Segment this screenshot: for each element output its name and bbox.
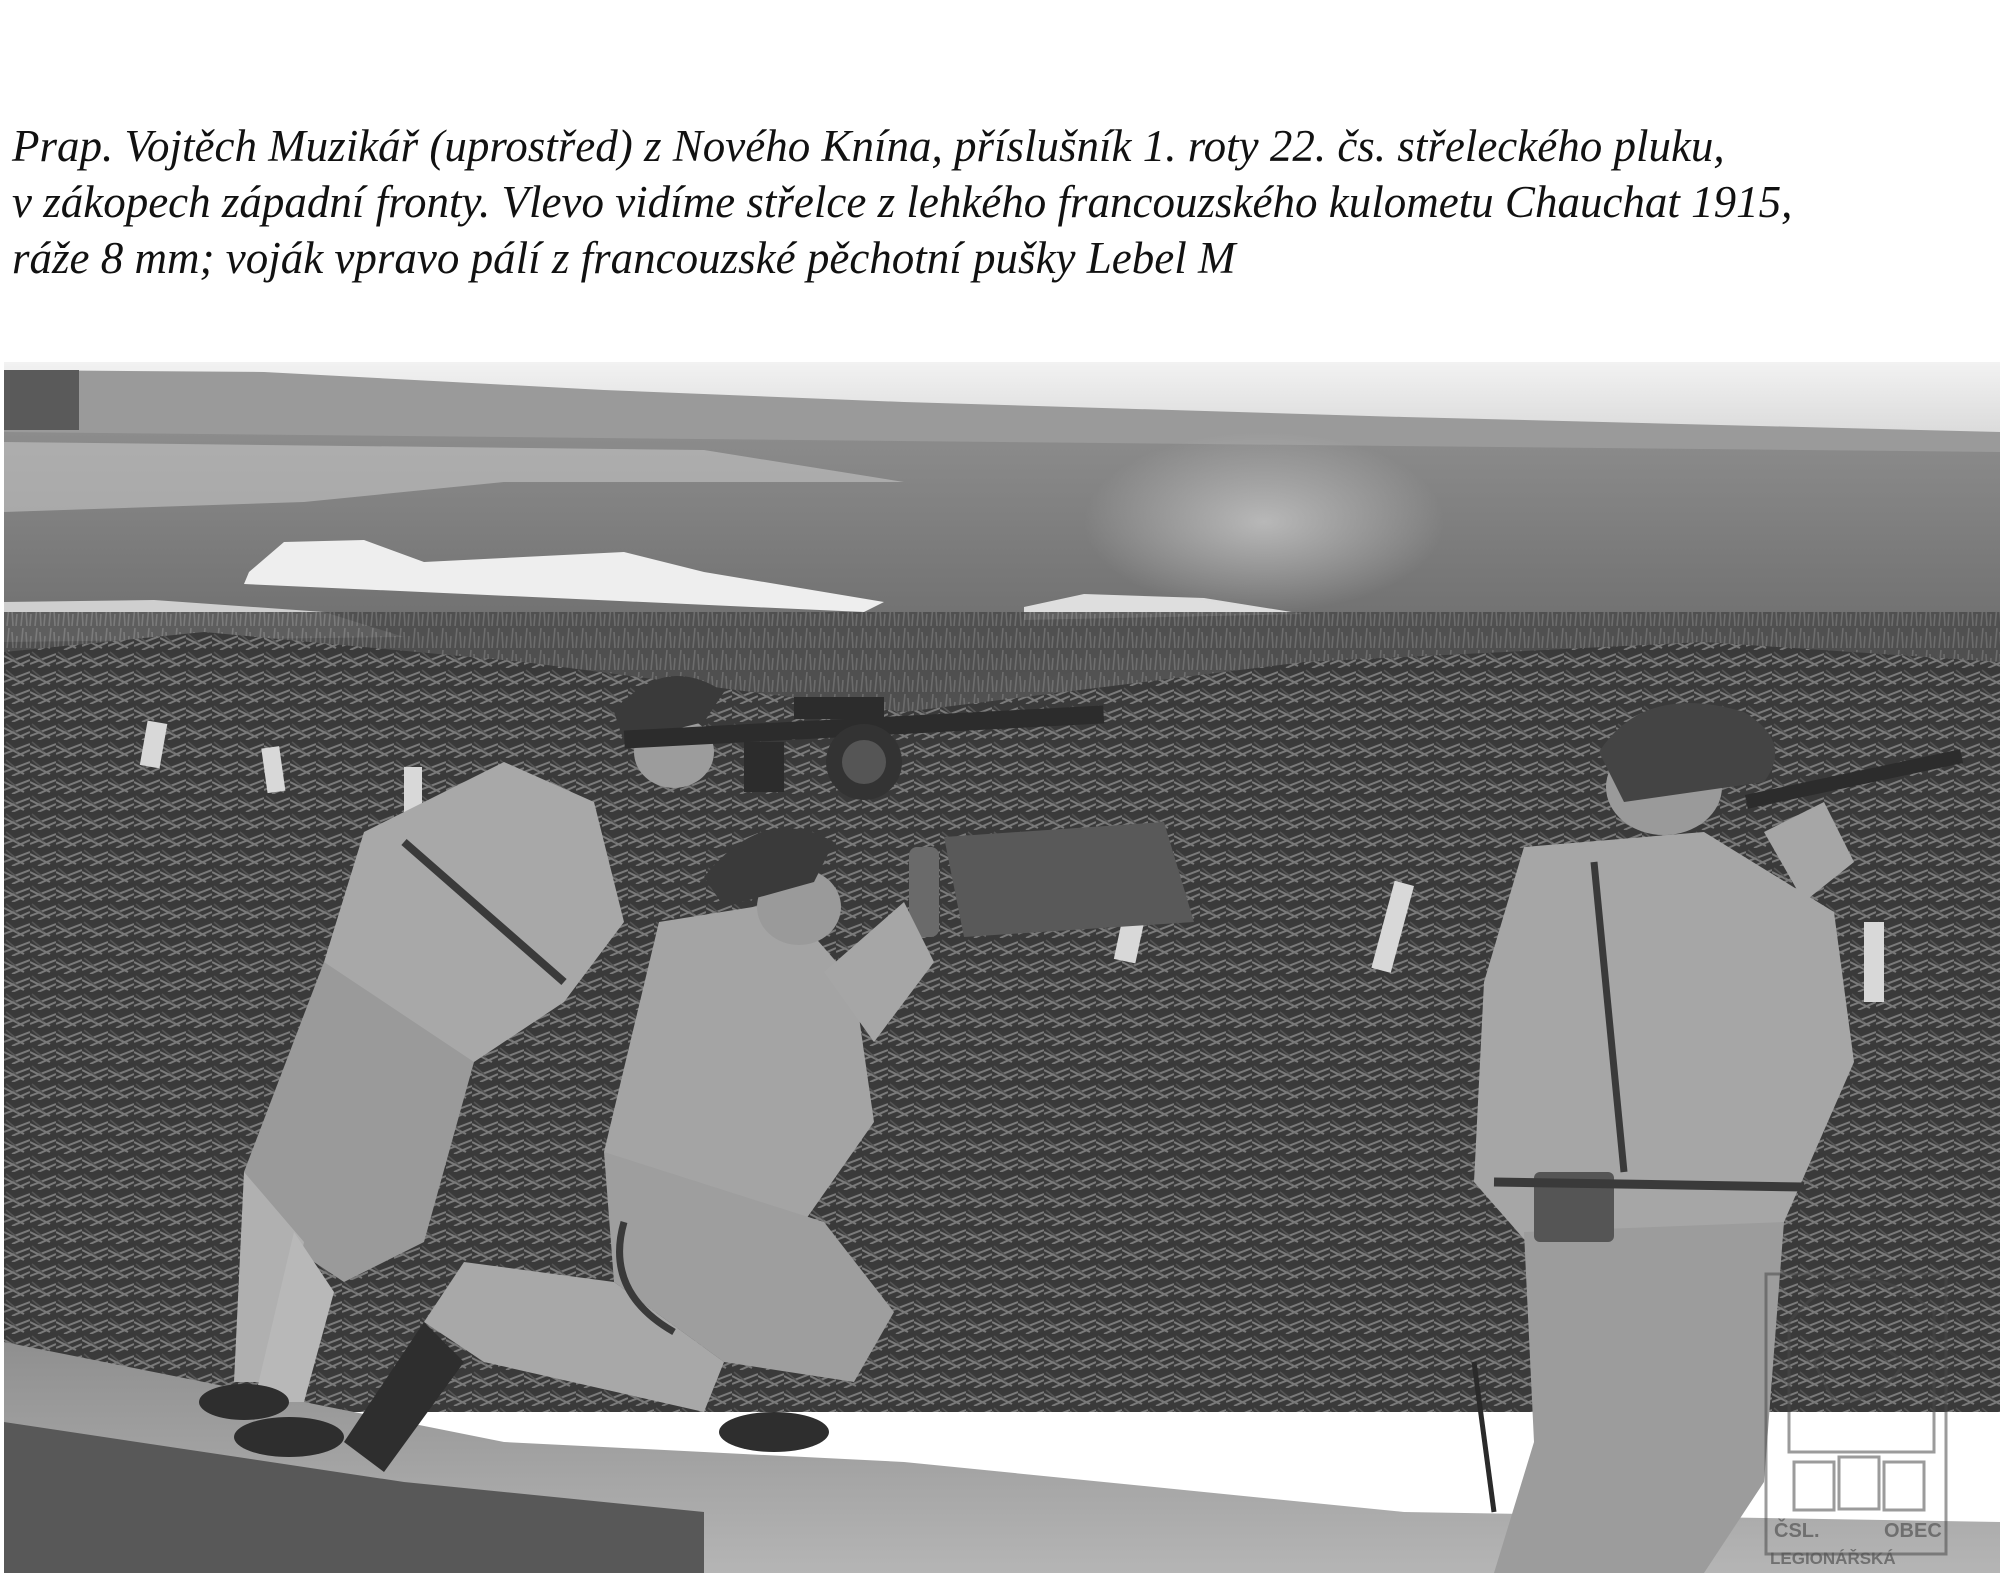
historical-photograph [4,362,2000,1573]
photo-caption [12,118,1997,286]
caption-line-3: ráže 8 mm; voják vpravo pálí z francouzské pěchotní pušky Lebel M [12,233,1236,283]
left-trees [4,370,79,430]
emblem-text-bottom: LEGIONÁŘSKÁ [1770,1549,1896,1568]
smoke-plume [1084,432,1444,612]
caption-line-1: Prap. Vojtěch Muzikář (uprostřed) z Nového Knína, příslušník 1. roty 22. čs. střeleckého pluku, [12,121,1725,171]
emblem-text-top-left: ČSL. [1774,1520,1820,1542]
caption-line-2: v zákopech západní fronty. Vlevo vidíme střelce z lehkého francouzského kulometu Chauchat 1915, [12,177,1793,227]
emblem-text-top-right: OBEC [1884,1520,1942,1542]
ammo-pack [944,822,1194,937]
